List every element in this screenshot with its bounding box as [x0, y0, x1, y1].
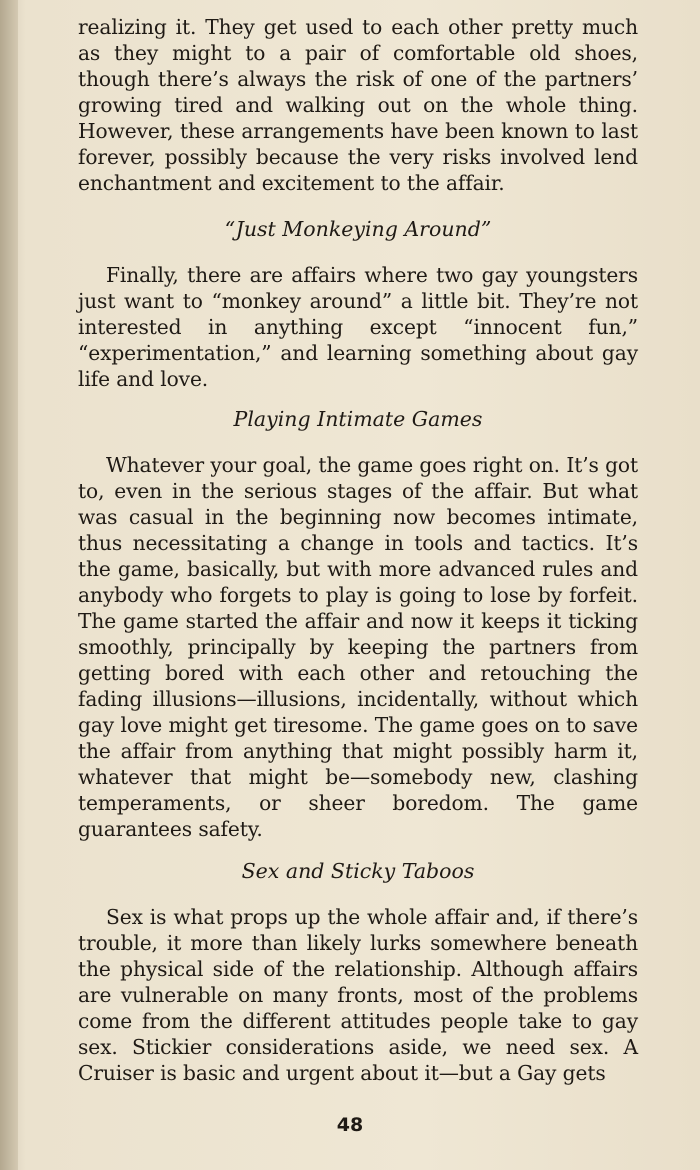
paragraph-sex-taboos: Sex is what props up the whole affair and, if there’s trouble, it more than likely lurks somewhere beneath the physical side of the relationship. Although affairs are vulnerable on many fronts, most of the problems come from the different attitudes people take to gay sex. Stickier considerations aside, we need sex. A Cruiser is basic and urgent about it—but a Gay gets [78, 905, 638, 1085]
section-heading-intimate-games: Playing Intimate Games [233, 407, 483, 431]
text-block [78, 10, 638, 1086]
section-heading-sex-taboos: Sex and Sticky Taboos [241, 859, 475, 883]
section-heading-monkeying: “Just Monkeying Around” [224, 217, 492, 241]
paragraph-intimate-games: Whatever your goal, the game goes right on. It’s got to, even in the serious stages of the affair. But what was casual in the beginning now becomes intimate, thus necessitating a change in tools and tactics. It’s the game, basically, but with more advanced rules and anybody who forgets to play is going to lose by forfeit. The game started the affair and now it keeps it ticking smoothly, principally by keeping the partners from getting bored with each other and retouching the fading illusions—illusions, incidentally, without which gay love might get tiresome. The game goes on to save the affair from anything that might possibly harm it, whatever that might be—somebody new, clashing temperaments, or sheer boredom. The game guarantees safety. [78, 453, 638, 841]
paragraph-continued: realizing it. They get used to each other pretty much as they might to a pair of comfortable old shoes, though there’s always the risk of one of the partners’ growing tired and walking out on the whole thing. However, these arrangements have been known to last forever, possibly because the very risks involved lend enchantment and excitement to the affair. [78, 15, 638, 195]
page-number: 48 [336, 1114, 364, 1136]
paragraph-monkeying: Finally, there are affairs where two gay youngsters just want to “monkey around” a little bit. They’re not interested in anything except “innocent fun,” “experimentation,” and learning something about gay life and love. [78, 263, 638, 391]
page-gutter [0, 0, 18, 1170]
